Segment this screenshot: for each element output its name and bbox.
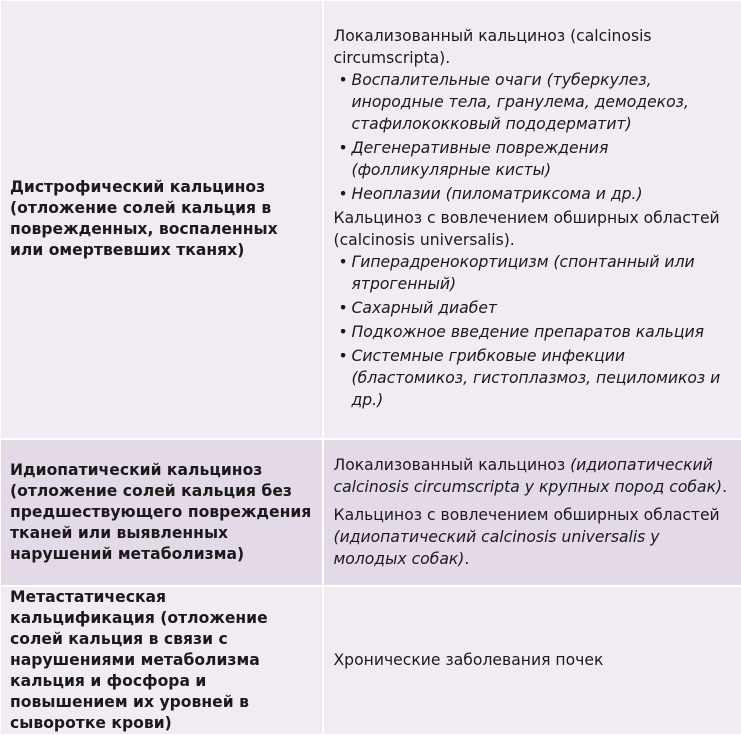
localized-causes-list <box>334 69 736 205</box>
bullet-icon: • <box>339 251 348 273</box>
list-item: • Подкожное введение препаратов кальция <box>334 321 736 343</box>
table-row-dystrophic <box>1 1 741 439</box>
list-item: • Системные грибковые инфекции (бластомикоз, гистоплазмоз, пециломикоз и др.) <box>334 345 736 411</box>
row-title-idiopathic: Идиопатический кальциноз (отложение солей кальция без предшествующего повреждения тканей или выявленных нарушений метаболизма) <box>1 439 323 586</box>
extensive-causes-list <box>334 251 736 411</box>
table-row-metastatic <box>1 586 741 735</box>
row-details-dystrophic <box>323 1 741 439</box>
list-item: • Дегенеративные повреждения (фолликулярные кисты) <box>334 137 736 181</box>
list-item: • Сахарный диабет <box>334 297 736 319</box>
bullet-icon: • <box>339 321 348 343</box>
row-title-metastatic: Метастатическая кальцификация (отложение солей кальция в связи с нарушениями метаболизма кальция и фосфора и повышением их уровней в сыворотке крови) <box>1 586 323 735</box>
extensive-heading: Кальциноз с вовлечением обширных областей (calcinosis universalis). <box>334 207 736 251</box>
table-row-idiopathic <box>1 439 741 586</box>
list-item: • Воспалительные очаги (туберкулез, инородные тела, гранулема, демодекоз, стафилококковый пододерматит) <box>334 69 736 135</box>
bullet-icon: • <box>339 137 348 159</box>
list-item: • Неоплазии (пиломатриксома и др.) <box>334 183 736 205</box>
bullet-icon: • <box>339 183 348 205</box>
row-details-metastatic: Хронические заболевания почек <box>323 586 741 735</box>
localized-heading: Локализованный кальциноз (calcinosis circumscripta). <box>334 25 736 69</box>
idiopathic-localized-text: Локализованный кальциноз (идиопатический calcinosis circumscripta у крупных пород собак). <box>334 454 736 498</box>
bullet-icon: • <box>339 297 348 319</box>
bullet-icon: • <box>339 345 348 367</box>
list-item: • Гиперадренокортицизм (спонтанный или ятрогенный) <box>334 251 736 295</box>
row-details-idiopathic <box>323 439 741 586</box>
bullet-icon: • <box>339 69 348 91</box>
row-title-dystrophic: Дистрофический кальциноз (отложение солей кальция в поврежденных, воспаленных или омертвевших тканях) <box>1 1 323 439</box>
idiopathic-extensive-text: Кальциноз с вовлечением обширных областей (идиопатический calcinosis universalis у молодых собак). <box>334 504 736 570</box>
